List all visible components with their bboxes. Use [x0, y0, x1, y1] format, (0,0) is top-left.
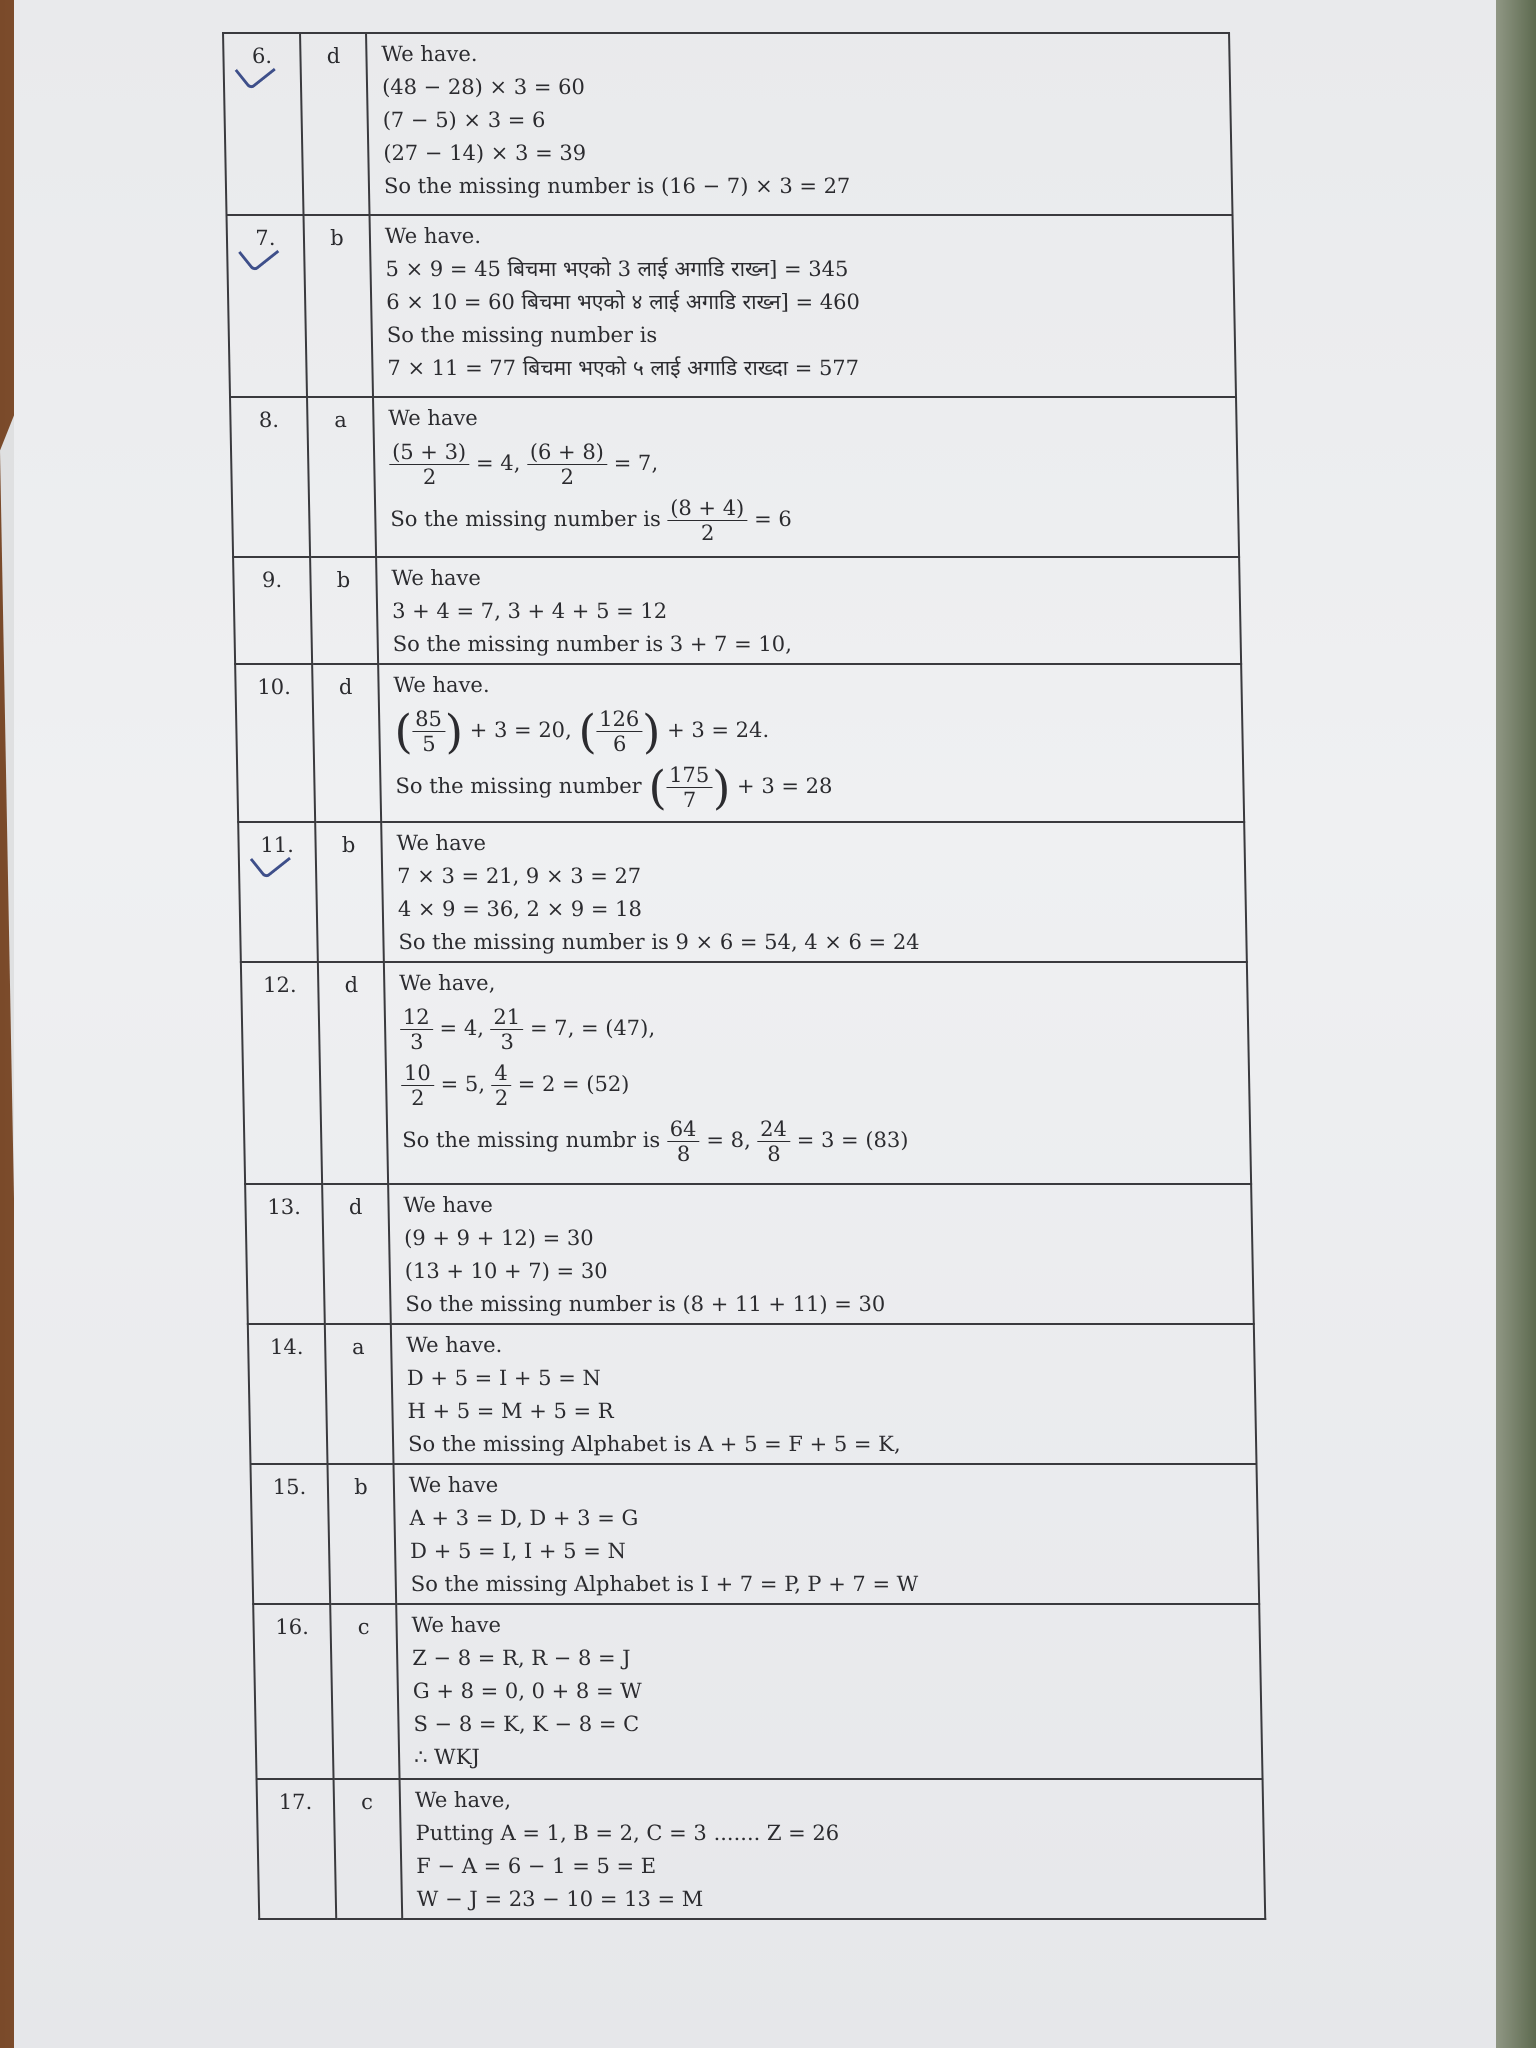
table-row: [241, 962, 1251, 1184]
solution-line: 4 × 9 = 36, 2 × 9 = 18: [397, 897, 643, 921]
question-number: 15.: [250, 1464, 330, 1604]
solution-line: 7 × 11 = 77 बिचमा भएको ५ लाई अगाडि राख्दा = 577: [387, 356, 860, 380]
solution-cell: [396, 1604, 1262, 1779]
solution-line: We have: [391, 566, 482, 590]
question-number: 10.: [235, 664, 315, 822]
solution-line: W − J = 23 − 10 = 13 = M: [416, 1887, 704, 1911]
answer-option: b: [304, 215, 373, 397]
table-row: [235, 664, 1244, 822]
fraction: $\frac{4}{2}$: [491, 1061, 511, 1110]
solution-line: 6 × 10 = 60 बिचमा भएको ४ लाई अगाडि राख्न] = 460: [385, 290, 861, 314]
table-row: [257, 1779, 1266, 1919]
solution-line: (48 − 28) × 3 = 60: [381, 75, 586, 99]
solution-line: So the missing number is (16 − 7) × 3 = 27: [383, 174, 851, 198]
solution-cell: [366, 33, 1232, 215]
solution-line: Z − 8 = R, R − 8 = J: [411, 1646, 631, 1670]
solution-cell: [373, 397, 1239, 557]
fraction: $\frac{126}{6}$: [596, 707, 643, 756]
answer-option: c: [334, 1779, 403, 1919]
table-row: [227, 215, 1236, 397]
fraction: $\frac{85}{5}$: [412, 707, 446, 756]
solution-line: We have.: [405, 1333, 503, 1357]
solution-math-line: So the missing number is $\frac{(8 + 4)}{2}$ = 6: [390, 496, 793, 545]
solution-line: We have: [396, 831, 487, 855]
answer-option: b: [327, 1464, 396, 1604]
solution-line: So the missing number is: [386, 323, 658, 347]
solution-cell: [388, 1184, 1254, 1324]
solution-line: So the missing number is (8 + 11 + 11) = 30: [405, 1292, 886, 1316]
solution-math-line: $\frac{(5 + 3)}{2}$ = 4, $\frac{(6 + 8)}{2}$ = 7,: [389, 435, 1227, 491]
table-row: [230, 397, 1239, 557]
table-row: [250, 1464, 1259, 1604]
solution-line: 5 × 9 = 45 बिचमा भएको 3 लाई अगाडि राख्न] = 345: [385, 257, 849, 281]
solution-line: (27 − 14) × 3 = 39: [383, 141, 587, 165]
solution-line: We have: [388, 406, 478, 430]
question-number: 14.: [248, 1324, 328, 1464]
question-number: 6.: [223, 33, 303, 215]
answer-option: c: [330, 1604, 399, 1779]
solution-math-line: $\frac{12}{3}$ = 4, $\frac{21}{3}$ = 7, = (47),: [400, 1000, 1238, 1056]
solution-line: A + 3 = D, D + 3 = G: [409, 1506, 639, 1530]
solution-line: G + 8 = 0, 0 + 8 = W: [412, 1679, 643, 1703]
solution-line: We have: [403, 1193, 494, 1217]
fraction: $\frac{(8 + 4)}{2}$: [667, 496, 748, 545]
solution-line: (9 + 9 + 12) = 30: [403, 1226, 594, 1250]
solution-line: 7 × 3 = 21, 9 × 3 = 27: [396, 864, 642, 888]
solution-line: (7 − 5) × 3 = 6: [382, 108, 546, 132]
table-row: [233, 557, 1241, 664]
fraction: $\frac{12}{3}$: [400, 1005, 434, 1054]
solution-line: D + 5 = I + 5 = N: [406, 1366, 602, 1390]
solution-line: We have.: [393, 673, 490, 697]
solution-math-line: So the missing numbr is $\frac{64}{8}$ = 8, $\frac{24}{8}$ = 3 = (83): [402, 1117, 909, 1166]
solution-math-line: $\frac{10}{2}$ = 5, $\frac{4}{2}$ = 2 = (52): [401, 1056, 1239, 1112]
solution-line: D + 5 = I, I + 5 = N: [409, 1539, 627, 1563]
fraction: $\frac{24}{8}$: [757, 1117, 791, 1166]
question-number: 13.: [245, 1184, 325, 1324]
solution-math-line: ( $\frac{85}{5}$ ) + 3 = 20, ( $\frac{126}{6}$ ) + 3 = 24.: [393, 704, 770, 759]
question-number: 16.: [253, 1604, 333, 1779]
solution-cell: [378, 664, 1244, 822]
solution-line: So the missing Alphabet is I + 7 = P, P + 7 = W: [410, 1572, 919, 1596]
solution-line: Putting A = 1, B = 2, C = 3 ....... Z = 26: [415, 1821, 840, 1845]
answer-option: d: [322, 1184, 391, 1324]
answer-option: b: [315, 822, 384, 962]
solution-line: We have,: [399, 971, 496, 995]
solution-line: So the missing number is 3 + 7 = 10,: [392, 632, 793, 656]
fraction: $\frac{21}{3}$: [490, 1005, 524, 1054]
question-number: 8.: [230, 397, 310, 557]
solution-line: We have.: [381, 42, 478, 66]
table-row: [223, 33, 1232, 215]
fraction: $\frac{(6 + 8)}{2}$: [527, 440, 608, 489]
solution-line: 3 + 4 = 7, 3 + 4 + 5 = 12: [391, 599, 668, 623]
fraction: $\frac{(5 + 3)}{2}$: [389, 440, 470, 489]
answer-option: d: [312, 664, 381, 822]
question-number: 7.: [227, 215, 307, 397]
solution-line: We have: [411, 1613, 502, 1637]
table-row: [248, 1324, 1257, 1464]
solution-line: S − 8 = K, K − 8 = C: [413, 1712, 640, 1736]
solution-cell: [384, 962, 1251, 1184]
table-row: [245, 1184, 1254, 1324]
solution-line: F − A = 6 − 1 = 5 = E: [415, 1854, 657, 1878]
solution-cell: [393, 1464, 1259, 1604]
answer-option: a: [307, 397, 376, 557]
fraction: $\frac{64}{8}$: [666, 1117, 700, 1166]
fraction: $\frac{175}{7}$: [666, 763, 713, 812]
solution-line: So the missing number is 9 × 6 = 54, 4 × 6 = 24: [398, 930, 920, 954]
solution-math-line: So the missing number ( $\frac{175}{7}$ ) + 3 = 28: [395, 760, 833, 815]
question-number: 9.: [233, 557, 312, 664]
question-number: 12.: [241, 962, 322, 1184]
fraction: $\frac{10}{2}$: [401, 1061, 435, 1110]
solution-line: So the missing Alphabet is A + 5 = F + 5 = K,: [407, 1432, 901, 1456]
answer-table: [222, 32, 1266, 1920]
answer-option: d: [318, 962, 388, 1184]
solution-line: H + 5 = M + 5 = R: [407, 1399, 614, 1423]
solution-line: We have,: [414, 1788, 512, 1812]
solution-line: We have: [408, 1473, 499, 1497]
answer-option: a: [325, 1324, 394, 1464]
question-number: 11.: [238, 822, 318, 962]
solution-line: We have.: [384, 224, 482, 248]
solution-cell: [381, 822, 1247, 962]
solution-cell: [400, 1779, 1266, 1919]
solution-cell: [391, 1324, 1257, 1464]
question-number: 17.: [257, 1779, 337, 1919]
solution-cell: [376, 557, 1241, 664]
table-row: [238, 822, 1247, 962]
solution-line: (13 + 10 + 7) = 30: [404, 1259, 608, 1283]
solution-cell: [370, 215, 1236, 397]
answer-option: b: [310, 557, 378, 664]
solution-line: ∴ WKJ: [413, 1745, 481, 1769]
answer-option: d: [300, 33, 369, 215]
table-row: [253, 1604, 1262, 1779]
